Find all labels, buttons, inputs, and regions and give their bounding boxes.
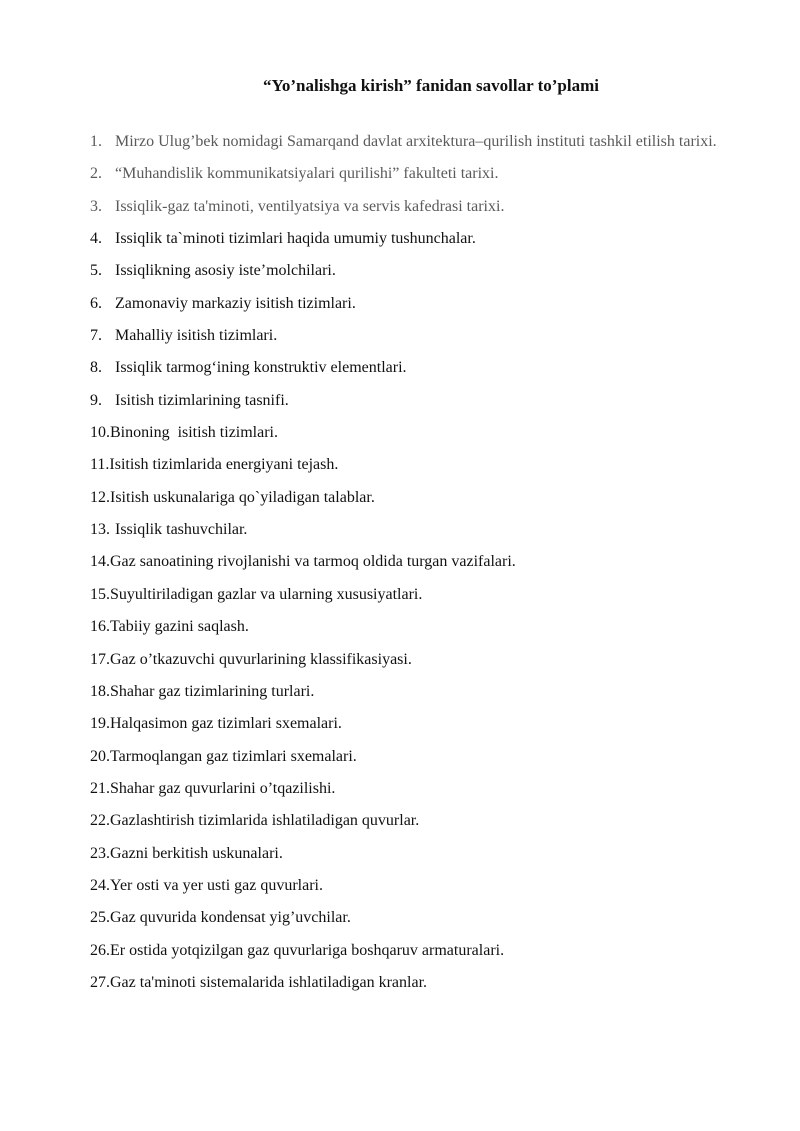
list-item-text: Tabiiy gazini saqlash. [110, 618, 249, 636]
list-item [90, 385, 740, 417]
document-title: “Yo’nalishga kirish” fanidan savollar to’plami [263, 76, 599, 95]
list-item [90, 838, 740, 870]
list-item-text: “Muhandislik kommunikatsiyalari qurilishi” fakulteti tarixi. [115, 165, 499, 183]
list-item-number: 8. [90, 359, 102, 377]
list-item-text: Issiqlik tarmog‘ining konstruktiv elementlari. [115, 359, 407, 377]
list-item [90, 741, 740, 773]
list-item-number: 17. [90, 650, 110, 668]
list-item [90, 805, 740, 837]
list-item [90, 546, 740, 578]
list-item-text: Halqasimon gaz tizimlari sxemalari. [110, 715, 342, 733]
list-item-text: Gaz sanoatining rivojlanishi va tarmoq oldida turgan vazifalari. [110, 553, 516, 571]
list-item-number: 10. [90, 424, 110, 442]
list-item-text: Gaz ta'minoti sistemalarida ishlatiladigan kranlar. [110, 973, 428, 991]
list-item [90, 611, 740, 643]
list-item-number: 24. [90, 876, 110, 894]
list-item-number: 13. [90, 521, 110, 539]
list-item-text: Isitish tizimlarining tasnifi. [115, 391, 289, 409]
list-item-text: Mirzo Ulug’bek nomidagi Samarqand davlat arxitektura–qurilish instituti tashkil etilish tarixi. [115, 133, 717, 150]
list-item-text: Mahalliy isitish tizimlari. [115, 327, 278, 345]
list-item-number: 3. [90, 197, 102, 215]
list-item-text: Isitish uskunalariga qo`yiladigan talablar. [110, 488, 375, 506]
list-item-number: 18. [90, 682, 110, 700]
list-item-number: 15. [90, 585, 110, 603]
list-item [90, 579, 740, 611]
list-item-number: 6. [90, 294, 102, 312]
list-item-text: Issiqlik ta`minoti tizimlari haqida umumiy tushunchalar. [115, 230, 476, 248]
list-item-text: Isitish tizimlarida energiyani tejash. [109, 456, 339, 474]
list-item [90, 126, 740, 158]
list-item [90, 417, 740, 449]
list-item-number: 1. [90, 133, 102, 150]
list-item-number: 25. [90, 909, 110, 927]
list-item-text: Tarmoqlangan gaz tizimlari sxemalari. [110, 747, 357, 765]
list-item-number: 21. [90, 779, 110, 797]
list-item-number: 16. [90, 618, 110, 636]
list-item-text: Issiqlik tashuvchilar. [115, 521, 248, 539]
list-item-number: 22. [90, 812, 110, 830]
list-item-number: 27. [90, 973, 110, 991]
list-item-number: 20. [90, 747, 110, 765]
list-item [90, 191, 740, 223]
list-item-text: Yer osti va yer usti gaz quvurlari. [110, 876, 323, 894]
list-item-text: Issiqlik-gaz ta'minoti, ventilyatsiya va servis kafedrasi tarixi. [115, 197, 505, 215]
list-item-text: Gaz quvurida kondensat yig’uvchilar. [110, 909, 351, 927]
list-item [90, 644, 740, 676]
list-item-text: Issiqlikning asosiy iste’molchilari. [115, 262, 336, 280]
list-item-text: Shahar gaz quvurlarini o’tqazilishi. [110, 779, 336, 797]
list-item-number: 14. [90, 553, 110, 571]
list-item-text: Gaz o’tkazuvchi quvurlarining klassifikasiyasi. [110, 650, 412, 668]
list-item [90, 935, 740, 967]
list-item [90, 158, 740, 190]
list-item-number: 4. [90, 230, 102, 248]
list-item-text: Zamonaviy markaziy isitish tizimlari. [115, 294, 356, 312]
list-item [90, 288, 740, 320]
list-item [90, 870, 740, 902]
list-item-number: 11. [90, 456, 110, 474]
list-item-text: Suyultiriladigan gazlar va ularning xususiyatlari. [110, 585, 423, 603]
list-item [90, 902, 740, 934]
list-item-number: 26. [90, 941, 110, 959]
list-item [90, 223, 740, 255]
list-item [90, 320, 740, 352]
list-item-number: 23. [90, 844, 110, 862]
list-item [90, 773, 740, 805]
list-item [90, 514, 740, 546]
list-item-number: 5. [90, 262, 102, 280]
list-item [90, 676, 740, 708]
list-item-number: 19. [90, 715, 110, 733]
list-item-text: Er ostida yotqizilgan gaz quvurlariga boshqaruv armaturalari. [110, 941, 505, 959]
list-item [90, 482, 740, 514]
question-list [90, 126, 740, 999]
list-item-number: 7. [90, 327, 102, 345]
list-item [90, 708, 740, 740]
list-item [90, 449, 740, 481]
list-item-text: Binoning isitish tizimlari. [110, 424, 278, 442]
list-item [90, 352, 740, 384]
list-item [90, 967, 740, 999]
list-item-number: 2. [90, 165, 102, 183]
list-item [90, 255, 740, 287]
list-item-text: Gazni berkitish uskunalari. [110, 844, 283, 862]
list-item-number: 9. [90, 391, 102, 409]
list-item-text: Gazlashtirish tizimlarida ishlatiladigan quvurlar. [110, 812, 420, 830]
list-item-text: Shahar gaz tizimlarining turlari. [110, 682, 315, 700]
list-item-number: 12. [90, 488, 110, 506]
